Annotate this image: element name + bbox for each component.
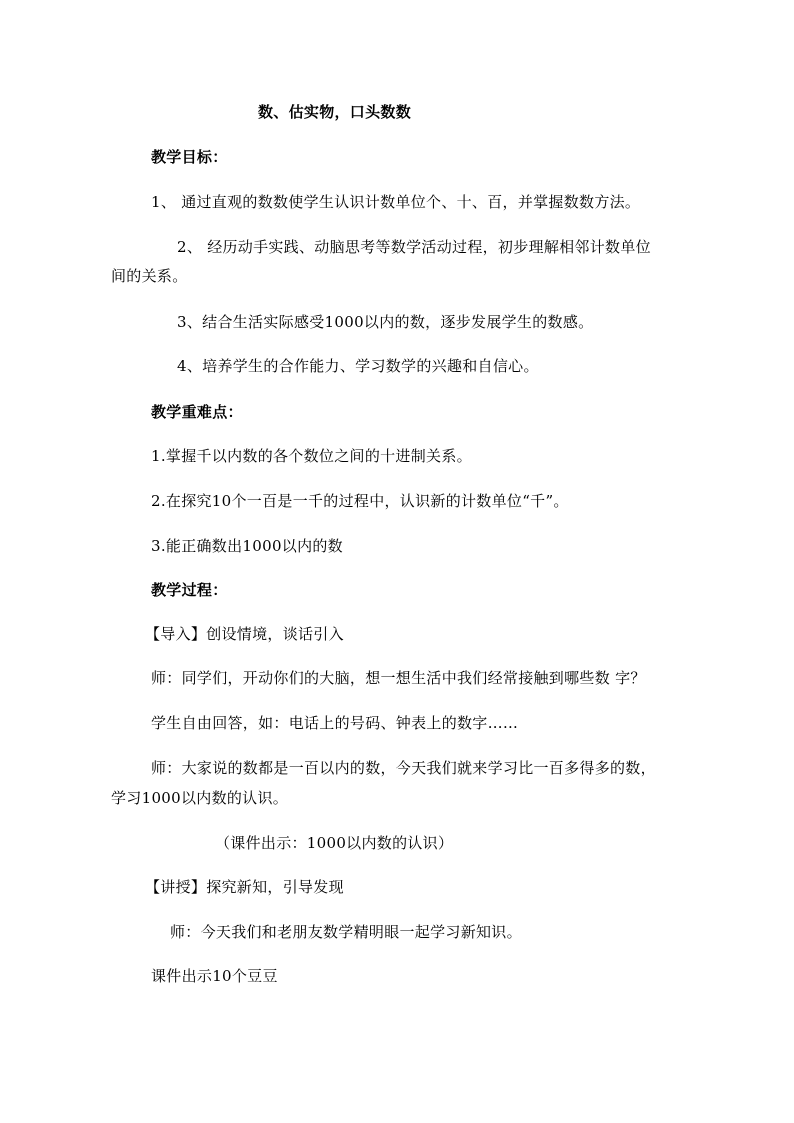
teacher-line-2-part-2: 学习1000以内数的认识。 bbox=[111, 789, 289, 807]
intro-label: 【导入】创设情境，谈话引入 bbox=[145, 625, 344, 643]
objective-3: 3、结合生活实际感受1000以内的数，逐步发展学生的数感。 bbox=[177, 313, 594, 331]
objectives-heading: 教学目标： bbox=[151, 148, 228, 166]
teacher-line-1: 师：同学们，开动你们的大脑，想一想生活中我们经常接触到哪些数 字？ bbox=[151, 669, 646, 687]
key-point-3: 3.能正确数出1000以内的数 bbox=[151, 537, 343, 555]
process-heading: 教学过程： bbox=[151, 581, 228, 599]
document-title: 数、估实物，口头数数 bbox=[258, 103, 412, 121]
teacher-line-3: 师：今天我们和老朋友数学精明眼一起学习新知识。 bbox=[170, 923, 522, 941]
key-points-heading: 教学重难点： bbox=[151, 403, 243, 421]
objective-2-line-1: 2、 经历动手实践、动脑思考等数学活动过程，初步理解相邻计数单位 bbox=[177, 238, 651, 256]
objective-1: 1、 通过直观的数数使学生认识计数单位个、十、百，并掌握数数方法。 bbox=[151, 193, 641, 211]
teacher-line-2-part-1: 师：大家说的数都是一百以内的数，今天我们就来学习比一百多得多的数， bbox=[151, 759, 656, 777]
key-point-2: 2.在探究10个一百是一千的过程中，认识新的计数单位“千”。 bbox=[151, 492, 569, 510]
lecture-label: 【讲授】探究新知，引导发现 bbox=[145, 878, 344, 896]
student-answer: 学生自由回答，如：电话上的号码、钟表上的数字…… bbox=[151, 714, 519, 732]
courseware-display-2: 课件出示10个豆豆 bbox=[151, 967, 278, 985]
objective-2-line-2: 间的关系。 bbox=[111, 267, 188, 285]
key-point-1: 1.掌握千以内数的各个数位之间的十进制关系。 bbox=[151, 447, 472, 465]
courseware-display-1: （课件出示：1000以内数的认识） bbox=[215, 834, 454, 852]
objective-4: 4、培养学生的合作能力、学习数学的兴趣和自信心。 bbox=[177, 357, 539, 375]
